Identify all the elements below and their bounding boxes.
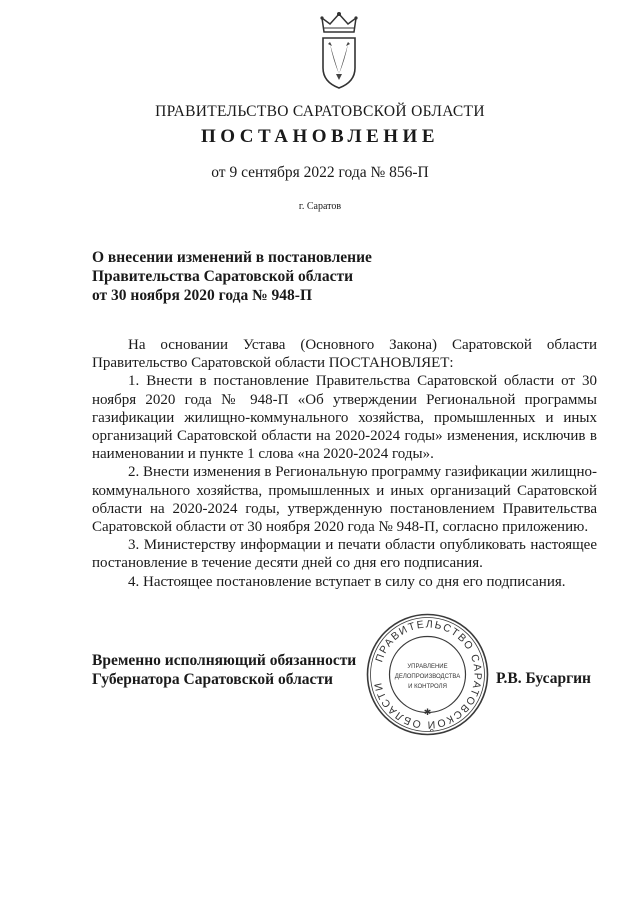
signer-title-line: Временно исполняющий обязанности	[92, 652, 357, 669]
subject-line: О внесении изменений в постановление	[92, 249, 372, 266]
official-stamp	[365, 612, 490, 737]
body-paragraph: На основании Устава (Основного Закона) Саратовской области Правительство Саратовской области ПОСТАНОВЛЯЕТ:	[92, 337, 597, 372]
document-city: г. Саратов	[298, 201, 342, 212]
signer-title	[92, 651, 382, 689]
body-paragraph: 4. Настоящее постановление вступает в силу со дня его подписания.	[128, 573, 566, 590]
body-paragraph: 2. Внести изменения в Региональную программу газификации жилищно-коммунального хозяйства, промышленных и иных организаций Саратовской области на 2020-2024 годы, утвержденную постановлением Правительства Саратовской области от 30 ноября 2020 года № 948-П, согласно приложению.	[92, 464, 597, 536]
stamp-ring-text: ПРАВИТЕЛЬСТВО САРАТОВСКОЙ ОБЛАСТИ	[371, 618, 484, 731]
body-paragraph: 1. Внести в постановление Правительства Саратовской области от 30 ноября 2020 года № 948-П «Об утверждении Региональной программы газификации жилищно-коммунального хозяйства, промышленных и иных организаций Саратовской области на 2020-2024 годы» изменения, исключив в наименовании и пункте 1 слова «на 2020-2024 годы».	[92, 373, 597, 463]
stamp-center-line: УПРАВЛЕНИЕ	[407, 664, 448, 670]
subject-line: Правительства Саратовской области	[92, 268, 353, 285]
body-paragraph: 3. Министерству информации и печати области опубликовать настоящее постановление в течение десяти дней со дня его подписания.	[92, 537, 597, 572]
signer-name: Р.В. Бусаргин	[496, 670, 591, 687]
star-icon: ✱	[423, 707, 432, 717]
document-date-number: от 9 сентября 2022 года № 856-П	[211, 164, 429, 181]
document-subject	[92, 248, 412, 305]
document-type: ПОСТАНОВЛЕНИЕ	[200, 126, 440, 147]
document-body	[92, 336, 597, 591]
stamp-center-line: И КОНТРОЛЯ	[408, 684, 447, 690]
stamp-center-line: ДЕЛОПРОИЗВОДСТВА	[394, 674, 461, 680]
subject-line: от 30 ноября 2020 года № 948-П	[92, 287, 313, 304]
signer-title-line: Губернатора Саратовской области	[92, 671, 333, 688]
coat-of-arms-icon	[314, 10, 364, 90]
organization-name: ПРАВИТЕЛЬСТВО САРАТОВСКОЙ ОБЛАСТИ	[155, 103, 485, 120]
